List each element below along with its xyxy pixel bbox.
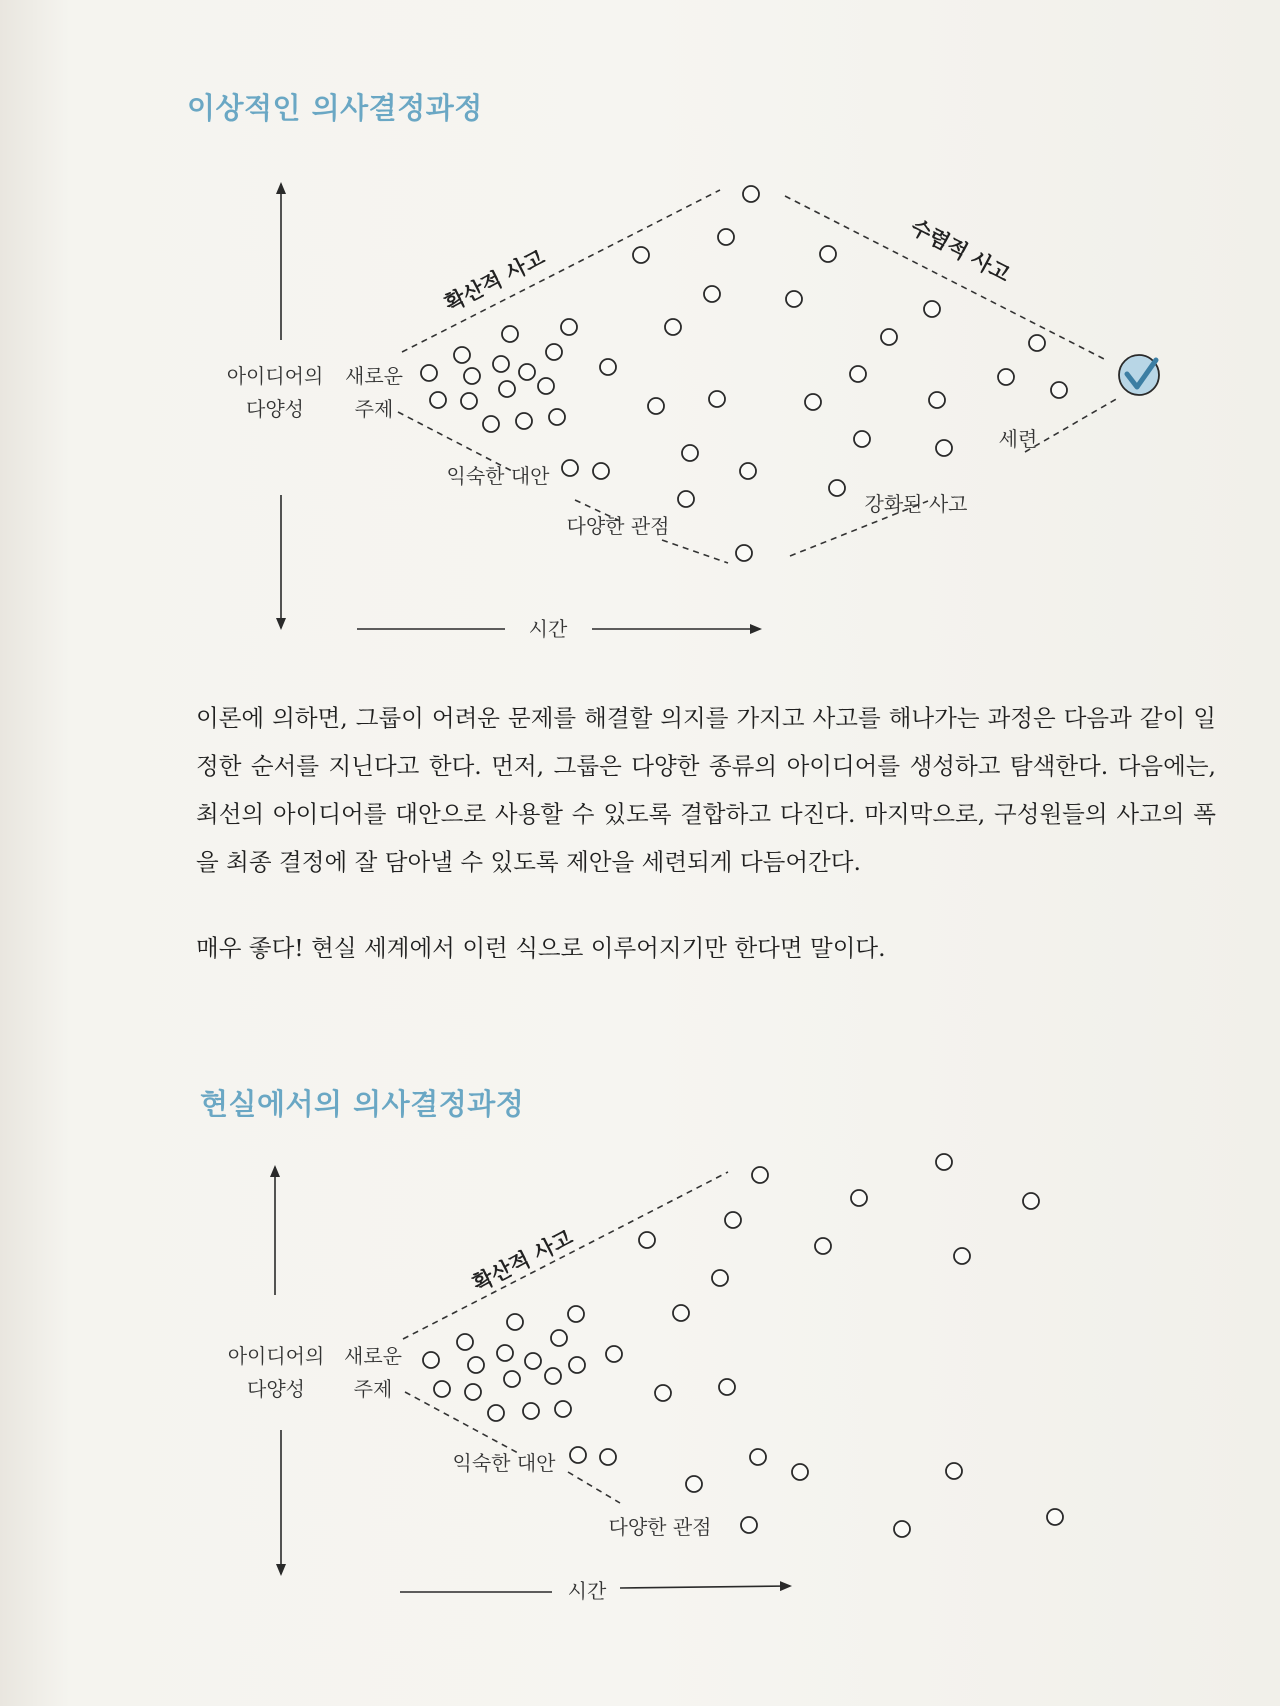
y-axis-label-line1: 아이디어의 bbox=[226, 364, 324, 388]
idea-dot bbox=[854, 431, 870, 447]
idea-dot bbox=[457, 1334, 473, 1350]
idea-dot bbox=[820, 246, 836, 262]
idea-dot bbox=[555, 1401, 571, 1417]
idea-dot bbox=[454, 347, 470, 363]
check-icon bbox=[1119, 355, 1159, 395]
idea-dot bbox=[461, 393, 477, 409]
idea-dot bbox=[551, 1330, 567, 1346]
convergent-thinking-label: 수렴적 사고 bbox=[906, 214, 1014, 287]
idea-dot bbox=[593, 463, 609, 479]
idea-dot bbox=[719, 1379, 735, 1395]
idea-dot bbox=[881, 329, 897, 345]
idea-dot bbox=[673, 1305, 689, 1321]
real-process-diagram bbox=[0, 1150, 1280, 1610]
y-axis-label-line1: 아이디어의 bbox=[227, 1344, 325, 1368]
idea-dot bbox=[606, 1346, 622, 1362]
body-paragraph-1: 이론에 의하면, 그룹이 어려운 문제를 해결할 의지를 가지고 사고를 해나가는 과정은 다음과 같이 일정한 순서를 지닌다고 한다. 먼저, 그룹은 다양한 종류의 아이디어를 생성하고 탐색한다. 다음에는, 최선의 아이디어를 대안으로 사용할 수 있도록 결합하고 다진다. 마지막으로, 구성원들의 사고의 폭을 최종 결정에 잘 담아낼 수 있도록 제안을 세련되게 다듬어간다. bbox=[196, 704, 1216, 876]
idea-dot bbox=[924, 301, 940, 317]
x-axis-right bbox=[620, 1586, 790, 1588]
familiar-alternatives-label: 익숙한 대안 bbox=[446, 464, 550, 488]
idea-dot bbox=[488, 1405, 504, 1421]
idea-dot bbox=[570, 1447, 586, 1463]
idea-dot bbox=[434, 1381, 450, 1397]
idea-dot bbox=[516, 413, 532, 429]
idea-dot bbox=[545, 1368, 561, 1384]
lower-mid-boundary-line bbox=[568, 1472, 620, 1503]
idea-dot bbox=[648, 398, 664, 414]
idea-dot bbox=[741, 1517, 757, 1533]
idea-dot bbox=[946, 1463, 962, 1479]
y-axis-label-line2: 다양성 bbox=[247, 1377, 305, 1401]
idea-dot bbox=[423, 1352, 439, 1368]
idea-dot bbox=[430, 392, 446, 408]
idea-dot bbox=[998, 369, 1014, 385]
idea-dots-real bbox=[423, 1154, 1063, 1537]
idea-dot bbox=[750, 1449, 766, 1465]
idea-dot bbox=[740, 463, 756, 479]
idea-dot bbox=[468, 1357, 484, 1373]
idea-dot bbox=[929, 392, 945, 408]
idea-dot bbox=[736, 545, 752, 561]
idea-dot bbox=[1051, 382, 1067, 398]
strengthened-thinking-label: 강화된 사고 bbox=[864, 492, 968, 516]
idea-dot bbox=[682, 445, 698, 461]
x-axis-label-time: 시간 bbox=[567, 1579, 607, 1603]
idea-dot bbox=[569, 1357, 585, 1373]
new-topic-label-line2: 주제 bbox=[354, 397, 394, 421]
diverse-perspectives-label: 다양한 관점 bbox=[608, 1515, 712, 1539]
lower-left-boundary-line bbox=[405, 1392, 518, 1453]
idea-dot bbox=[712, 1270, 728, 1286]
idea-dot bbox=[894, 1521, 910, 1537]
idea-dot bbox=[538, 378, 554, 394]
idea-dot bbox=[850, 366, 866, 382]
idea-dot bbox=[655, 1385, 671, 1401]
idea-dot bbox=[421, 365, 437, 381]
familiar-alternatives-label: 익숙한 대안 bbox=[452, 1451, 556, 1475]
idea-dot bbox=[600, 359, 616, 375]
idea-dot bbox=[829, 480, 845, 496]
idea-dot bbox=[568, 1306, 584, 1322]
idea-dot bbox=[497, 1345, 513, 1361]
new-topic-label-line2: 주제 bbox=[353, 1377, 393, 1401]
idea-dot bbox=[504, 1371, 520, 1387]
idea-dot bbox=[502, 326, 518, 342]
idea-dot bbox=[464, 368, 480, 384]
idea-dot bbox=[665, 319, 681, 335]
x-axis-label-time: 시간 bbox=[528, 617, 568, 641]
divergent-thinking-label: 확산적 사고 bbox=[468, 1225, 577, 1297]
idea-dot bbox=[519, 364, 535, 380]
divergent-thinking-label: 확산적 사고 bbox=[440, 245, 549, 317]
idea-dot bbox=[686, 1476, 702, 1492]
idea-dot bbox=[709, 391, 725, 407]
idea-dot bbox=[639, 1232, 655, 1248]
idea-dot bbox=[1029, 335, 1045, 351]
idea-dot bbox=[786, 291, 802, 307]
idea-dot bbox=[525, 1353, 541, 1369]
new-topic-label-line1: 새로운 bbox=[344, 1344, 402, 1368]
idea-dot bbox=[805, 394, 821, 410]
ideal-process-diagram bbox=[0, 160, 1280, 660]
idea-dot bbox=[936, 1154, 952, 1170]
new-topic-label-line1: 새로운 bbox=[345, 364, 403, 388]
refinement-label: 세련 bbox=[998, 427, 1038, 451]
idea-dot bbox=[704, 286, 720, 302]
idea-dot bbox=[954, 1248, 970, 1264]
body-paragraph-2: 매우 좋다! 현실 세계에서 이런 식으로 이루어지기만 한다면 말이다. bbox=[196, 934, 886, 962]
idea-dot bbox=[523, 1403, 539, 1419]
lower-right-boundary-line bbox=[1025, 398, 1118, 452]
idea-dot bbox=[851, 1190, 867, 1206]
idea-dot bbox=[507, 1314, 523, 1330]
idea-dot bbox=[936, 440, 952, 456]
idea-dot bbox=[499, 381, 515, 397]
idea-dot bbox=[483, 416, 499, 432]
idea-dot bbox=[633, 247, 649, 263]
idea-dot bbox=[561, 319, 577, 335]
idea-dot bbox=[1047, 1509, 1063, 1525]
idea-dot bbox=[600, 1449, 616, 1465]
idea-dot bbox=[815, 1238, 831, 1254]
heading-real-process: 현실에서의 의사결정과정 bbox=[200, 1087, 525, 1121]
idea-dot bbox=[678, 491, 694, 507]
y-axis-label-line2: 다양성 bbox=[246, 397, 304, 421]
idea-dot bbox=[546, 344, 562, 360]
idea-dot bbox=[1023, 1193, 1039, 1209]
idea-dot bbox=[562, 460, 578, 476]
bottom-left-boundary-line bbox=[662, 540, 728, 563]
idea-dot bbox=[725, 1212, 741, 1228]
heading-ideal-process: 이상적인 의사결정과정 bbox=[187, 91, 483, 125]
idea-dot bbox=[465, 1384, 481, 1400]
diverse-perspectives-label: 다양한 관점 bbox=[566, 514, 670, 538]
idea-dot bbox=[718, 229, 734, 245]
idea-dot bbox=[752, 1167, 768, 1183]
idea-dot bbox=[743, 186, 759, 202]
convergent-boundary-line bbox=[785, 196, 1108, 361]
idea-dot bbox=[493, 356, 509, 372]
idea-dot bbox=[792, 1464, 808, 1480]
idea-dot bbox=[549, 409, 565, 425]
